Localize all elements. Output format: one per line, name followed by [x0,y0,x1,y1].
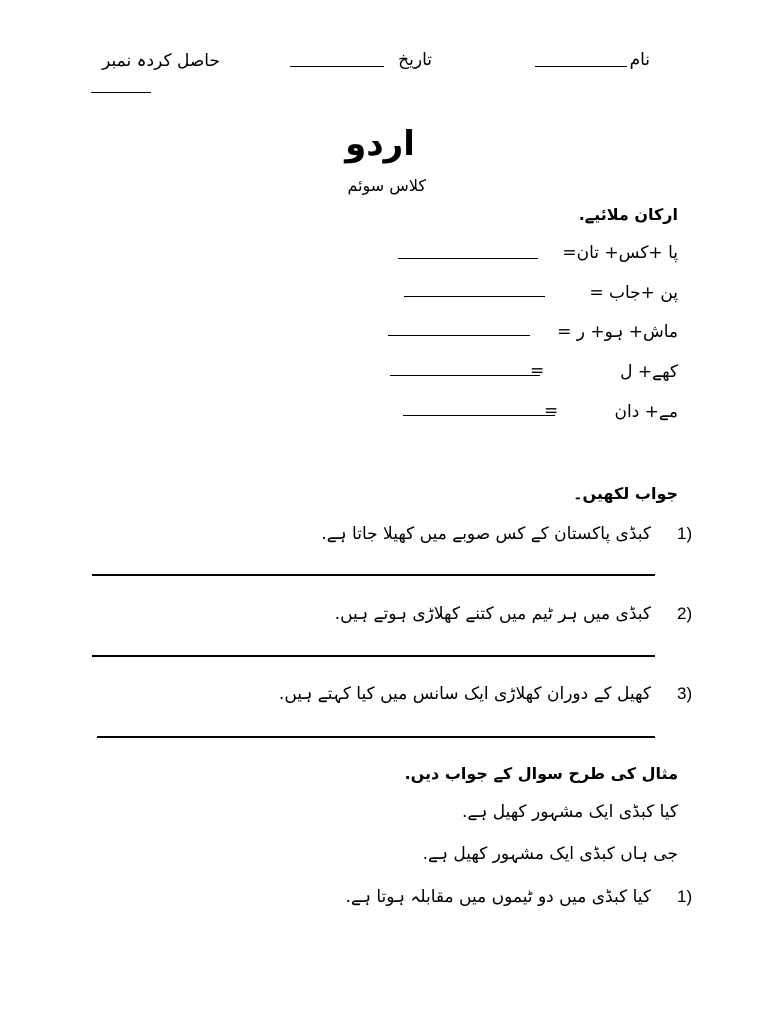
marks-blank-line [91,92,151,93]
list-item: کھے+ ل [620,362,678,382]
answer-blank-line [97,736,655,738]
example-answer: جی ہاں کبڈی ایک مشہور کھیل ہے. [422,844,678,864]
list-item: پن +جاب = [589,283,678,303]
answer-blank-line [390,375,540,376]
equals-sign: = [544,401,559,421]
question-text: کیا کبڈی میں دو ٹیموں میں مقابلہ ہوتا ہے. [345,887,651,907]
list-item: پا +کس+ تان= [562,243,678,263]
marks-label: حاصل کردہ نمبر [102,51,220,71]
list-item: ماش+ ہو+ ر = [557,322,678,342]
section2-heading: جواب لکھیں۔ [573,484,678,503]
question-text: کبڈی میں ہر ٹیم میں کتنے کھلاڑی ہوتے ہیں. [334,604,651,624]
answer-blank-line [92,574,655,576]
question-number: 1) [677,524,693,543]
example-question: کیا کبڈی ایک مشہور کھیل ہے. [461,802,678,822]
answer-blank-line [403,415,555,416]
name-label: نام [629,50,650,70]
answer-blank-line [404,296,545,297]
name-blank-line [535,66,627,67]
question-text: کھیل کے دوران کھلاڑی ایک سانس میں کیا کہتے ہیں. [278,684,651,704]
answer-blank-line [92,655,655,657]
date-blank-line [290,66,384,67]
list-item: مے+ دان [614,402,678,422]
answer-blank-line [388,335,530,336]
question-number: 3) [677,684,693,703]
question-number: 2) [677,604,693,623]
answer-blank-line [398,258,538,259]
section3-heading: مثال کی طرح سوال کے جواب دیں. [404,764,678,783]
question-number: 1) [677,887,693,906]
equals-sign: = [530,361,545,381]
page-title: اردو [345,124,415,164]
question-text: کبڈی پاکستان کے کس صوبے میں کھیلا جاتا ہے. [321,524,651,544]
section1-heading: ارکان ملائیے. [578,205,678,224]
page-subtitle: کلاس سوئم [347,176,426,195]
date-label: تاریخ [398,50,432,70]
